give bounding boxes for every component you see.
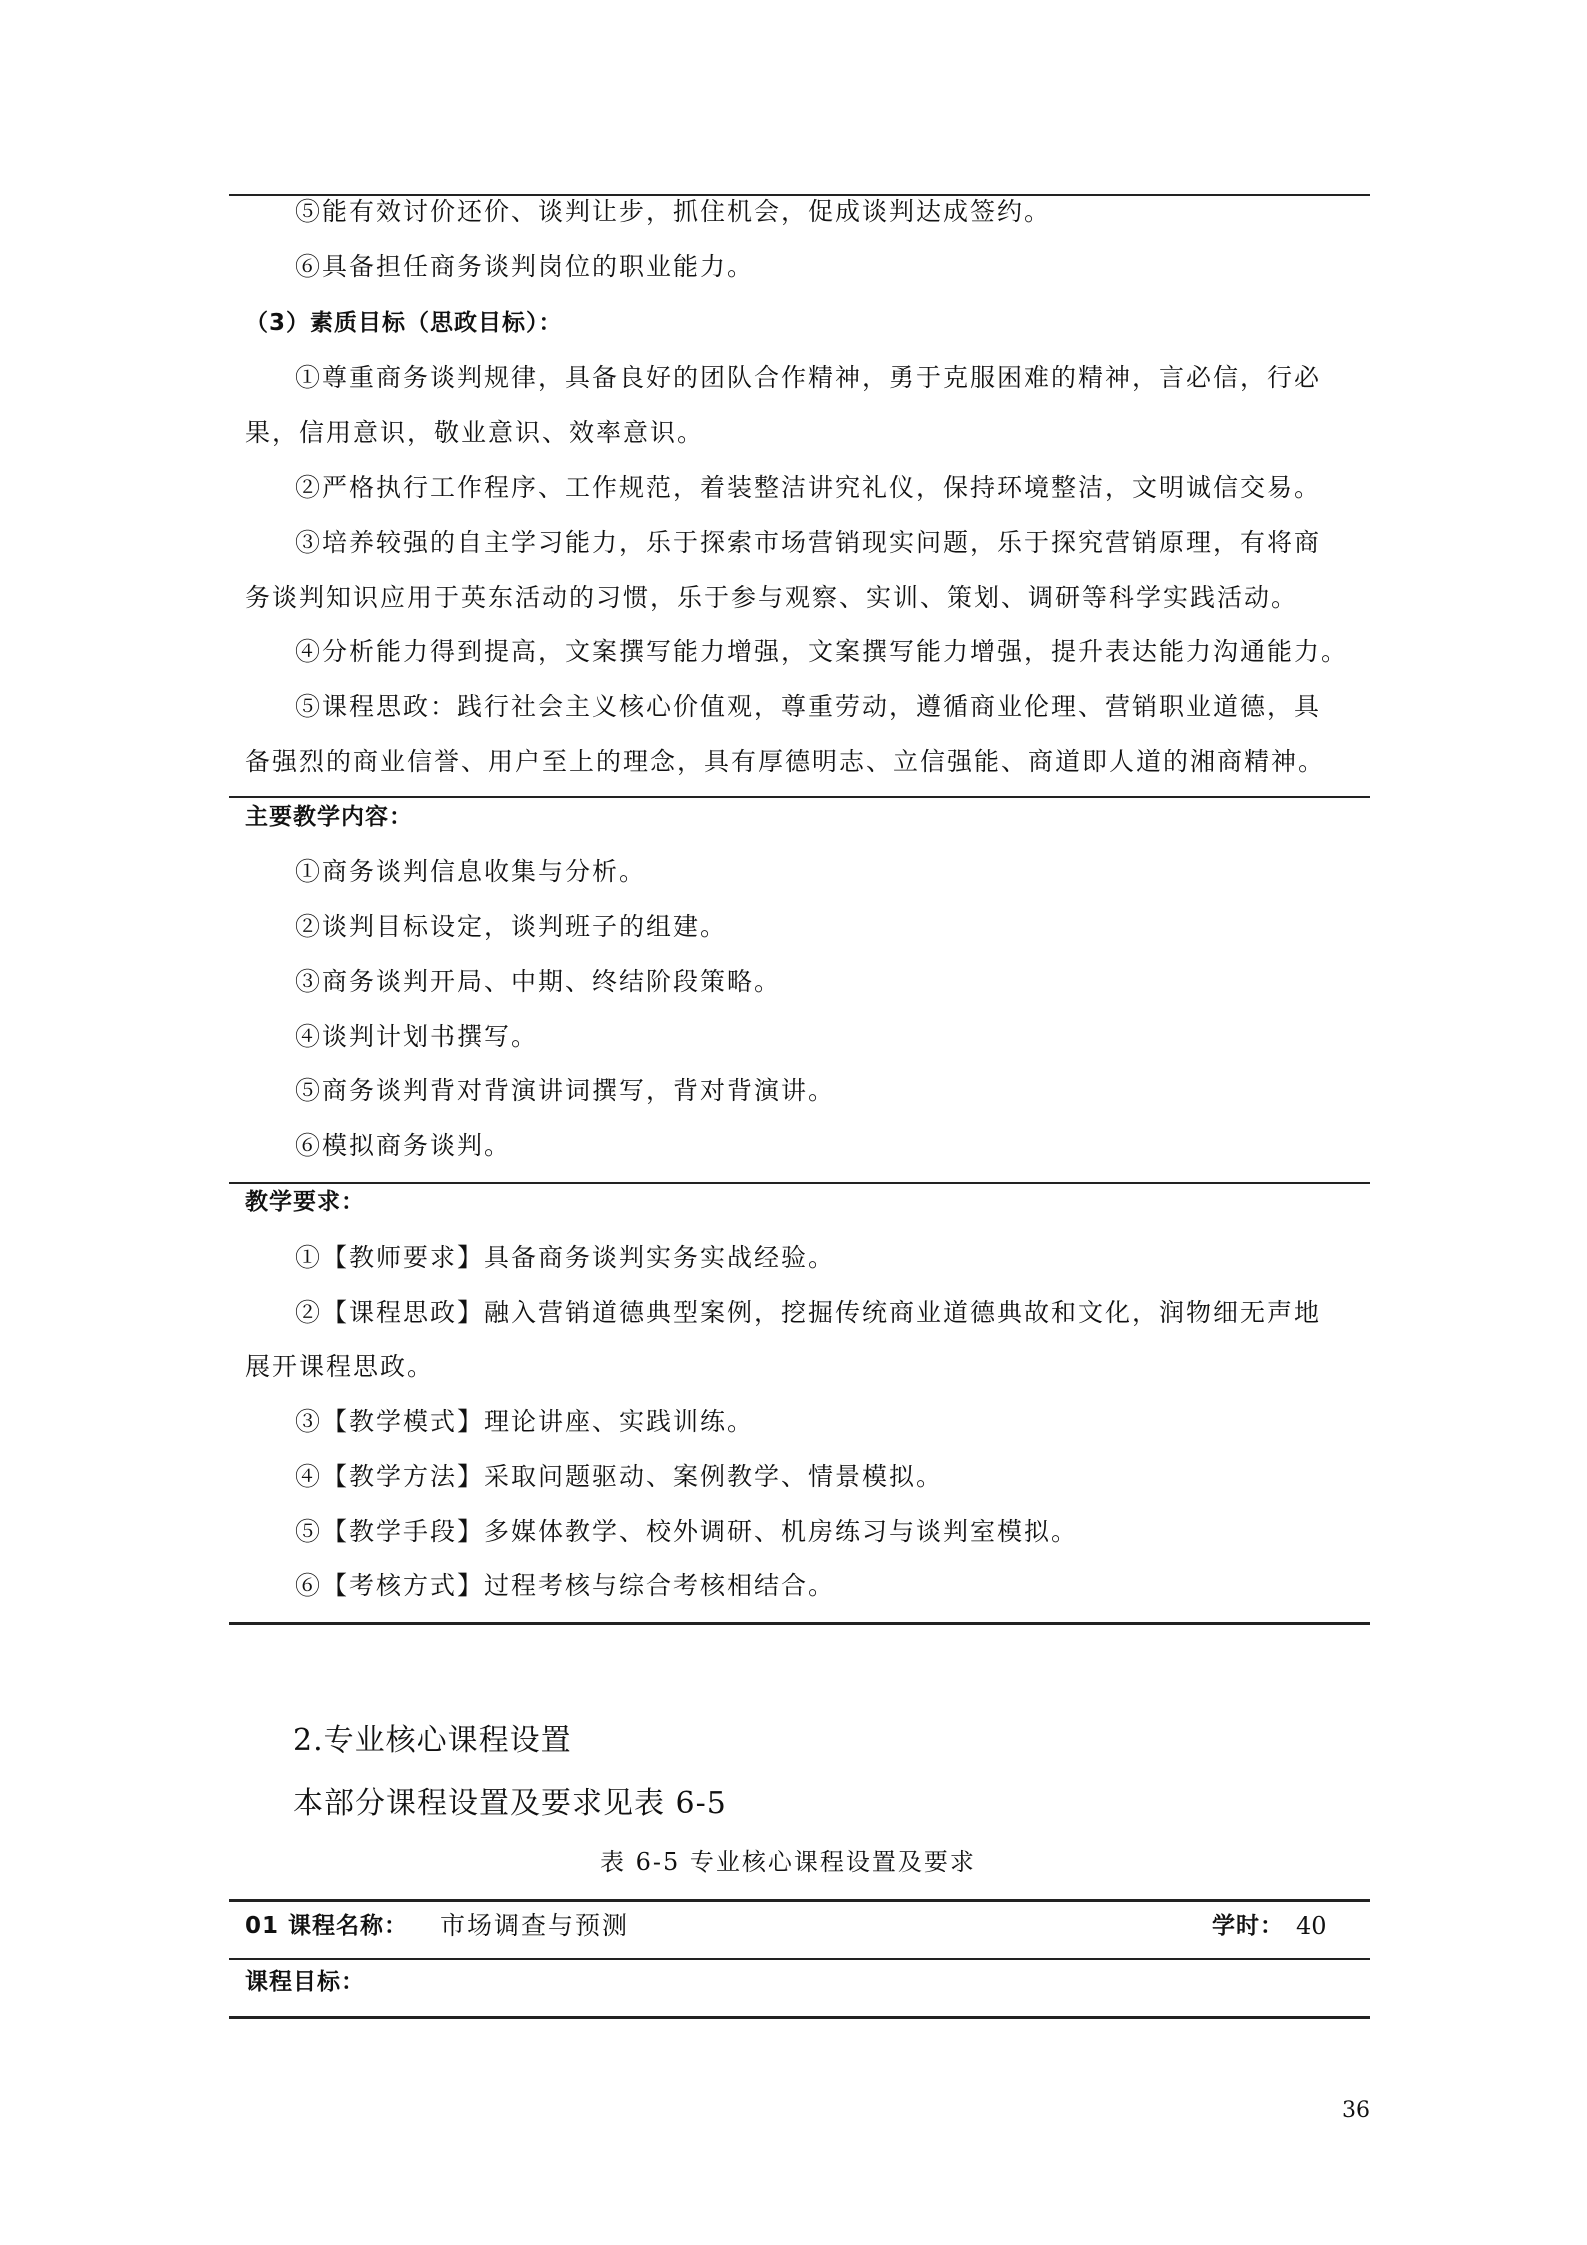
section-title: 2.专业核心课程设置 xyxy=(293,1723,572,1758)
requirement-item-5: ⑤【教学手段】多媒体教学、校外调研、机房练习与谈判室模拟。 xyxy=(295,1517,1079,1546)
quality-item-1a: ①尊重商务谈判规律，具备良好的团队合作精神，勇于克服困难的精神，言必信，行必 xyxy=(295,363,1322,392)
table-rule xyxy=(229,1182,1370,1184)
content-item-5: ⑤商务谈判背对背演讲词撰写，背对背演讲。 xyxy=(295,1076,836,1105)
course-table-rule-top xyxy=(229,1899,1370,1902)
content-item-2: ②谈判目标设定，谈判班子的组建。 xyxy=(295,912,728,941)
quality-item-3b: 务谈判知识应用于英东活动的习惯，乐于参与观察、实训、策划、调研等科学实践活动。 xyxy=(245,583,1299,612)
requirement-item-3: ③【教学模式】理论讲座、实践训练。 xyxy=(295,1407,755,1436)
content-item-6: ⑥模拟商务谈判。 xyxy=(295,1131,512,1160)
course-name: 市场调查与预测 xyxy=(440,1911,630,1940)
requirement-item-6: ⑥【考核方式】过程考核与综合考核相结合。 xyxy=(295,1571,836,1600)
ability-item-6: ⑥具备担任商务谈判岗位的职业能力。 xyxy=(295,252,755,281)
quality-item-1b: 果，信用意识，敬业意识、效率意识。 xyxy=(245,418,705,447)
requirement-item-2a: ②【课程思政】融入营销道德典型案例，挖掘传统商业道德典故和文化，润物细无声地 xyxy=(295,1298,1322,1327)
teaching-content-heading: 主要教学内容： xyxy=(245,804,413,830)
quality-item-5a: ⑤课程思政：践行社会主义核心价值观，尊重劳动，遵循商业伦理、营销职业道德，具 xyxy=(295,692,1322,721)
quality-item-2: ②严格执行工作程序、工作规范，着装整洁讲究礼仪，保持环境整洁，文明诚信交易。 xyxy=(295,473,1322,502)
course-table-rule xyxy=(229,1958,1370,1960)
quality-item-5b: 备强烈的商业信誉、用户至上的理念，具有厚德明志、立信强能、商道即人道的湘商精神。 xyxy=(245,747,1326,776)
course-hours-label: 学时： xyxy=(1212,1913,1284,1939)
table-rule-bottom xyxy=(229,1622,1370,1625)
content-item-4: ④谈判计划书撰写。 xyxy=(295,1022,539,1051)
ability-item-5: ⑤能有效讨价还价、谈判让步，抓住机会，促成谈判达成签约。 xyxy=(295,197,1052,226)
requirement-item-4: ④【教学方法】采取问题驱动、案例教学、情景模拟。 xyxy=(295,1462,944,1491)
course-goals-label: 课程目标： xyxy=(245,1969,365,1995)
course-hours: 40 xyxy=(1296,1912,1327,1940)
course-table-rule-bottom xyxy=(229,2016,1370,2019)
requirement-item-2b: 展开课程思政。 xyxy=(245,1352,435,1381)
course-name-label: 01 课程名称： xyxy=(245,1913,409,1939)
teaching-requirements-heading: 教学要求： xyxy=(245,1189,365,1215)
table-rule xyxy=(229,796,1370,798)
quality-item-3a: ③培养较强的自主学习能力，乐于探索市场营销现实问题，乐于探究营销原理，有将商 xyxy=(295,528,1322,557)
content-item-3: ③商务谈判开局、中期、终结阶段策略。 xyxy=(295,967,782,996)
section-intro: 本部分课程设置及要求见表 6-5 xyxy=(293,1786,727,1821)
content-item-1: ①商务谈判信息收集与分析。 xyxy=(295,857,647,886)
requirement-item-1: ①【教师要求】具备商务谈判实务实战经验。 xyxy=(295,1243,836,1272)
quality-goals-heading: （3）素质目标（思政目标）： xyxy=(245,310,563,336)
page-number: 36 xyxy=(1342,2098,1370,2123)
table-caption: 表 6-5 专业核心课程设置及要求 xyxy=(600,1848,976,1876)
quality-item-4: ④分析能力得到提高，文案撰写能力增强，文案撰写能力增强，提升表达能力沟通能力。 xyxy=(295,637,1349,666)
